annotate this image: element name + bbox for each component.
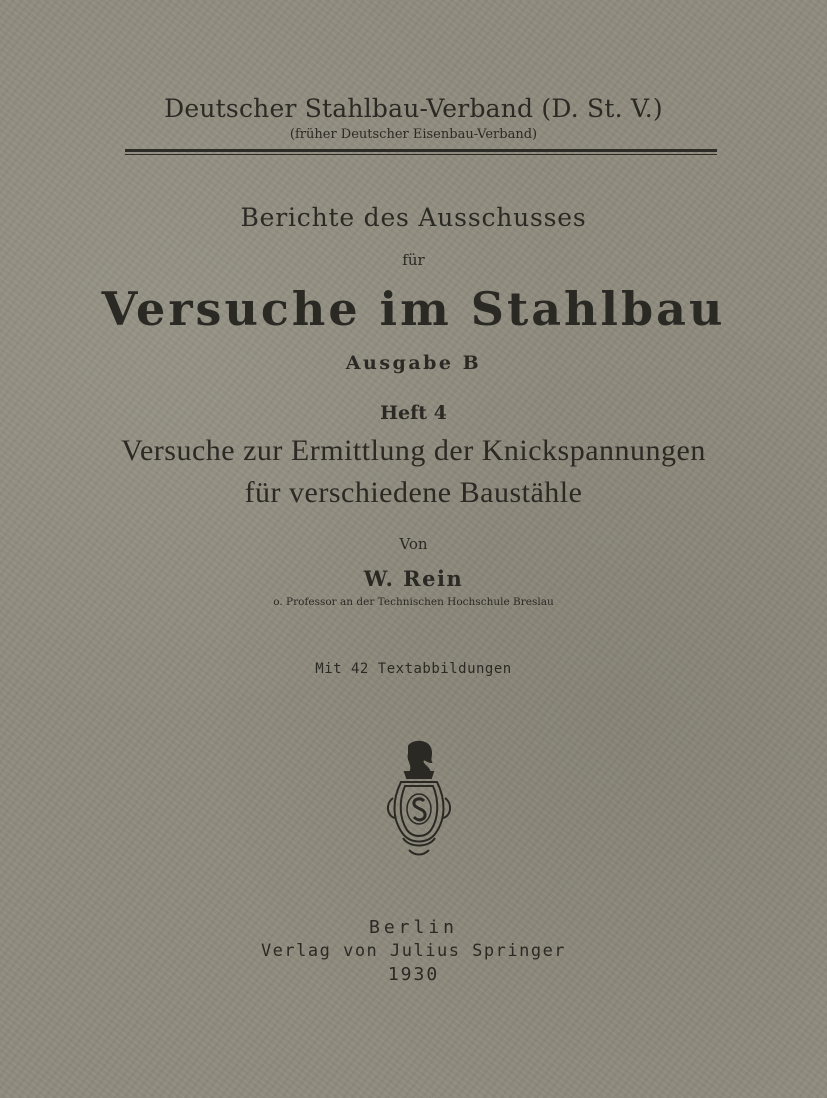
- double-rule-divider: [125, 149, 717, 155]
- springer-knight-emblem-icon: [383, 738, 455, 858]
- illustrations-note: Mit 42 Textabbildungen: [315, 661, 512, 677]
- author-affiliation: o. Professor an der Technischen Hochschule Breslau: [273, 596, 554, 608]
- author-name: W. Rein: [363, 566, 464, 591]
- publisher-name: Deutscher Stahlbau-Verband (D. St. V.): [164, 94, 663, 123]
- main-title: Versuche im Stahlbau: [101, 282, 726, 336]
- imprint-publisher: Verlag von Julius Springer: [260, 941, 567, 961]
- imprint-year: 1930: [387, 964, 440, 985]
- subtitle-line-1: Versuche zur Ermittlung der Knickspannungen: [121, 434, 706, 467]
- edition-label: Ausgabe B: [345, 352, 482, 374]
- author-by-label: Von: [399, 535, 428, 553]
- former-name: (früher Deutscher Eisenbau-Verband): [289, 127, 538, 142]
- series-title: Berichte des Ausschusses: [240, 203, 587, 232]
- imprint-city: Berlin: [368, 917, 459, 938]
- series-preposition: für: [402, 251, 425, 269]
- subtitle-line-2: für verschiedene Baustähle: [244, 476, 583, 509]
- issue-number: Heft 4: [380, 402, 447, 424]
